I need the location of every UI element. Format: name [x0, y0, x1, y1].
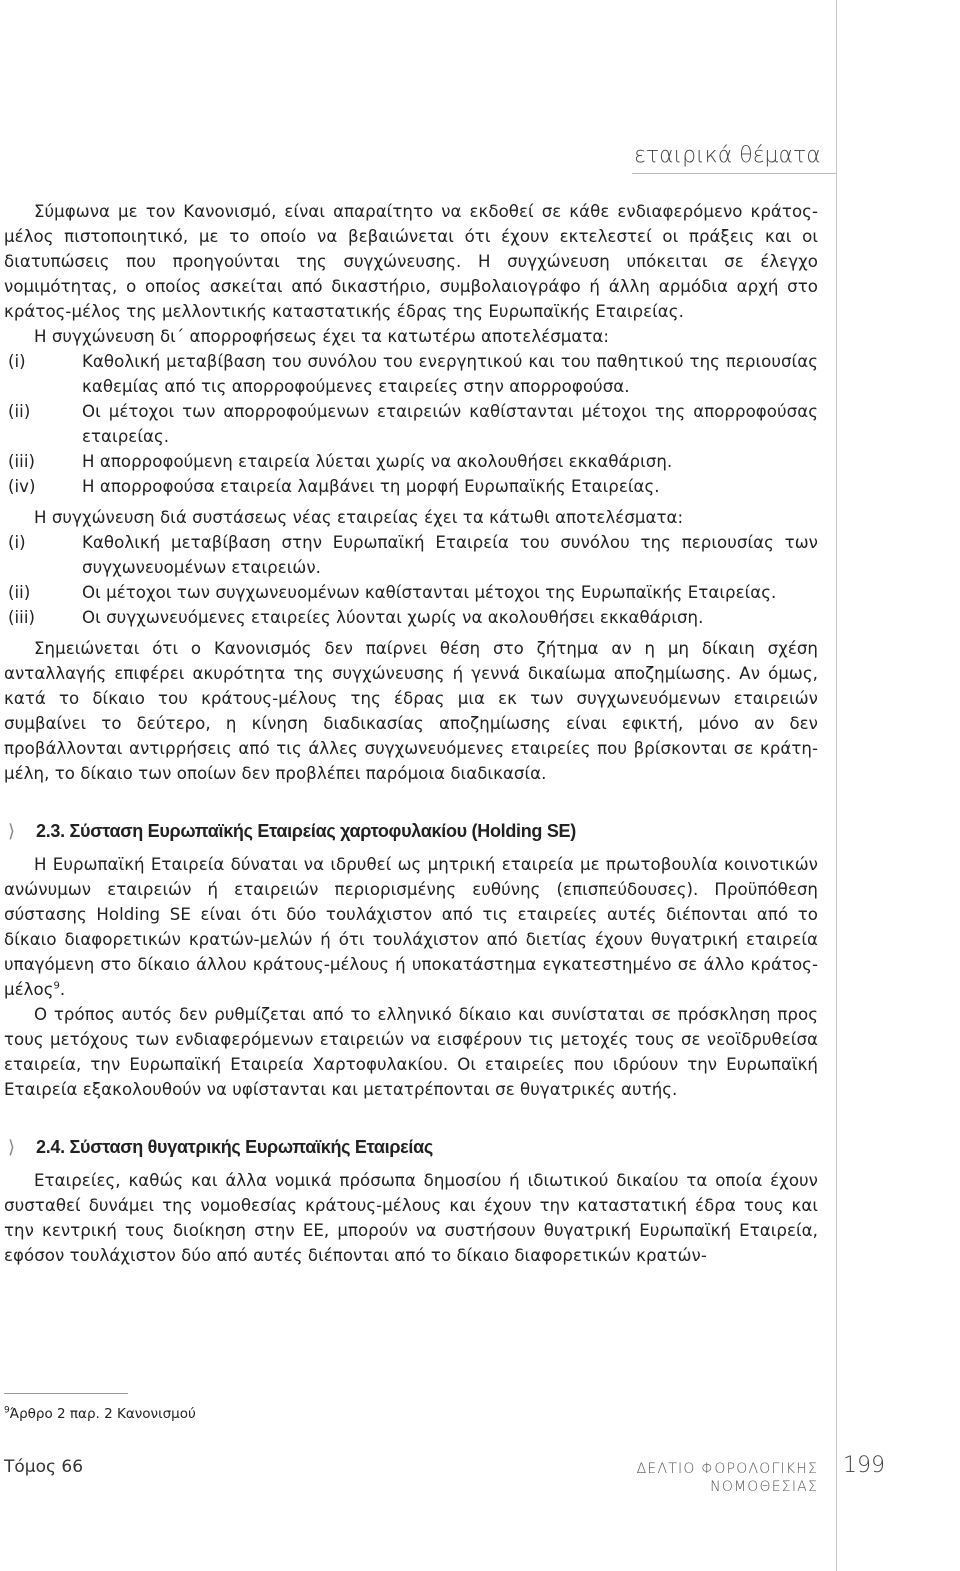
header-rule: [632, 173, 836, 174]
section-heading-text: 2.4. Σύσταση θυγατρικής Ευρωπαϊκής Εταιρείας: [36, 1137, 433, 1157]
list-item: [4, 349, 818, 399]
paragraph: Η συγχώνευση δι΄ απορροφήσεως έχει τα κατωτέρω αποτελέσματα:: [34, 327, 610, 346]
footnote-ref[interactable]: 9: [53, 980, 60, 992]
list-item: [4, 580, 818, 605]
section-title: εταιρικά θέματα: [634, 143, 821, 168]
list-item-number: (ii): [8, 583, 31, 602]
section-heading-2-3: [4, 816, 818, 846]
list-item-number: (iii): [8, 452, 36, 471]
journal-title: ΔΕΛΤΙΟ ΦΟΡΟΛΟΓΙΚΗΣ ΝΟΜΟΘΕΣΙΑΣ: [636, 1461, 818, 1495]
list-item-text: Η απορροφούσα εταιρεία λαμβάνει τη μορφή Ευρωπαϊκής Εταιρείας.: [82, 477, 660, 496]
margin-rule: [836, 0, 837, 1571]
list-item: [4, 399, 818, 449]
paragraph-text: Η Ευρωπαϊκή Εταιρεία δύναται να ιδρυθεί ως μητρική εταιρεία με πρωτοβουλία κοινοτικών ανώνυμων εταιρειών ή εταιρειών περιορισμένης ευθύνης (επισπεύδουσες). Προϋπόθεση σύστασης Holding SE είναι ότι δύο τουλάχιστον από τις εταιρείες αυτές διέπονται από το δίκαιο διαφορετικών κρατών-μελών ή ότι τουλάχιστον από διετίας έχουν θυγατρική εταιρεία υπαγόμενη στο δίκαιο άλλου κράτους-μέλους ή υποκατάστημα εγκατεστημένο σε άλλο κράτος-μέλος: [4, 855, 818, 999]
paragraph: [4, 852, 818, 1002]
paragraph: Σημειώνεται ότι ο Κανονισμός δεν παίρνει θέση στο ζήτημα αν η μη δίκαιη σχέση ανταλλαγής επιφέρει ακυρότητα της συγχώνευσης ή γεννά δικαίωμα αποζημίωσης. Αν όμως, κατά το δίκαιο του κράτους-μέλους της έδρας μια εκ των συγχωνευόμενων εταιρειών συμβαίνει το δεύτερο, η κίνηση διαδικασίας αποζημίωσης είναι εφικτή, μόνο αν δεν προβάλλονται αντιρρήσεις από τις άλλες συγχωνευόμενες εταιρείες που βρίσκονται σε κράτη-μέλη, το δίκαιο των οποίων δεν προβλέπει παρόμοια διαδικασία.: [4, 639, 818, 783]
list-item-number: (i): [8, 533, 26, 552]
list-item-text: Καθολική μεταβίβαση του συνόλου του ενεργητικού και του παθητικού της περιουσίας καθεμίας από τις απορροφούμενες εταιρείες στην απορροφούσα.: [82, 352, 818, 396]
list-item-text: Οι συγχωνευόμενες εταιρείες λύονται χωρίς να ακολουθήσει εκκαθάριση.: [82, 608, 704, 627]
list-item-text: Οι μέτοχοι των απορροφούμενων εταιρειών καθίστανται μέτοχοι της απορροφούσας εταιρείας.: [82, 402, 818, 446]
list-item-text: Καθολική μεταβίβαση στην Ευρωπαϊκή Εταιρεία του συνόλου της περιουσίας των συγχωνευομένων εταιρειών.: [82, 533, 818, 577]
paragraph: Εταιρείες, καθώς και άλλα νομικά πρόσωπα δημοσίου ή ιδιωτικού δικαίου τα οποία έχουν συσταθεί δυνάμει της νομοθεσίας κράτους-μέλους και έχουν την καταστατική έδρα τους και την κεντρική τους διοίκηση στην ΕΕ, μπορούν να συστήσουν θυγατρική Ευρωπαϊκή Εταιρεία, εφόσον τουλάχιστον δύο από αυτές διέπονται από το δίκαιο διαφορετικών κρατών-: [4, 1171, 818, 1265]
list-item-number: (i): [8, 352, 26, 371]
page-number: 199: [843, 1453, 885, 1478]
paragraph: Η συγχώνευση διά συστάσεως νέας εταιρείας έχει τα κάτωθι αποτελέσματα:: [34, 508, 684, 527]
footnote-number: 9: [4, 1405, 10, 1416]
footnote-rule: [4, 1393, 128, 1394]
section-heading-text: 2.3. Σύσταση Ευρωπαϊκής Εταιρείας χαρτοφυλακίου (Holding SE): [36, 821, 576, 841]
list-item-text: Οι μέτοχοι των συγχωνευομένων καθίστανται μέτοχοι της Ευρωπαϊκής Εταιρείας.: [82, 583, 777, 602]
effects-list-absorption: [4, 349, 818, 499]
paragraph: Σύμφωνα με τον Κανονισμό, είναι απαραίτητο να εκδοθεί σε κάθε ενδιαφερόμενο κράτος-μέλος πιστοποιητικό, με το οποίο να βεβαιώνεται ότι έχουν εκτελεστεί οι πράξεις και οι διατυπώσεις που προηγούνται της συγχώνευσης. Η συγχώνευση υπόκειται σε έλεγχο νομιμότητας, ο οποίος ασκείται από δικαστήριο, συμβολαιογράφο ή άλλη αρμόδια αρχή στο κράτος-μέλος της μελλοντικής καταστατικής έδρας της Ευρωπαϊκής Εταιρείας.: [4, 202, 818, 321]
main-content: [4, 199, 818, 1268]
paragraph: Ο τρόπος αυτός δεν ρυθμίζεται από το ελληνικό δίκαιο και συνίσταται σε πρόσκληση προς τους μετόχους των ενδιαφερόμενων εταιρειών να εισφέρουν τις μετοχές τους σε νεοϊδρυθείσα εταιρεία, την Ευρωπαϊκή Εταιρεία Χαρτοφυλακίου. Οι εταιρείες που ιδρύουν την Ευρωπαϊκή Εταιρεία εξακολουθούν να υφίστανται και μετατρέπονται σε θυγατρικές αυτής.: [4, 1005, 818, 1099]
list-item-number: (ii): [8, 402, 31, 421]
list-item-text: Η απορροφούμενη εταιρεία λύεται χωρίς να ακολουθήσει εκκαθάριση.: [82, 452, 673, 471]
chevron-right-icon: ⟩: [8, 1137, 15, 1157]
paragraph-end: .: [59, 980, 66, 999]
footnote-text: Άρθρο 2 παρ. 2 Κανονισμού: [9, 1406, 196, 1422]
list-item: [4, 530, 818, 580]
list-item: [4, 605, 818, 630]
list-item: [4, 474, 818, 499]
volume-label: Τόμος 66: [4, 1457, 84, 1477]
chevron-right-icon: ⟩: [8, 821, 15, 841]
effects-list-new-company: [4, 530, 818, 630]
section-heading-2-4: [4, 1132, 818, 1162]
list-item-number: (iii): [8, 608, 36, 627]
list-item: [4, 449, 818, 474]
footnote: [4, 1404, 196, 1424]
list-item-number: (iv): [8, 477, 36, 496]
